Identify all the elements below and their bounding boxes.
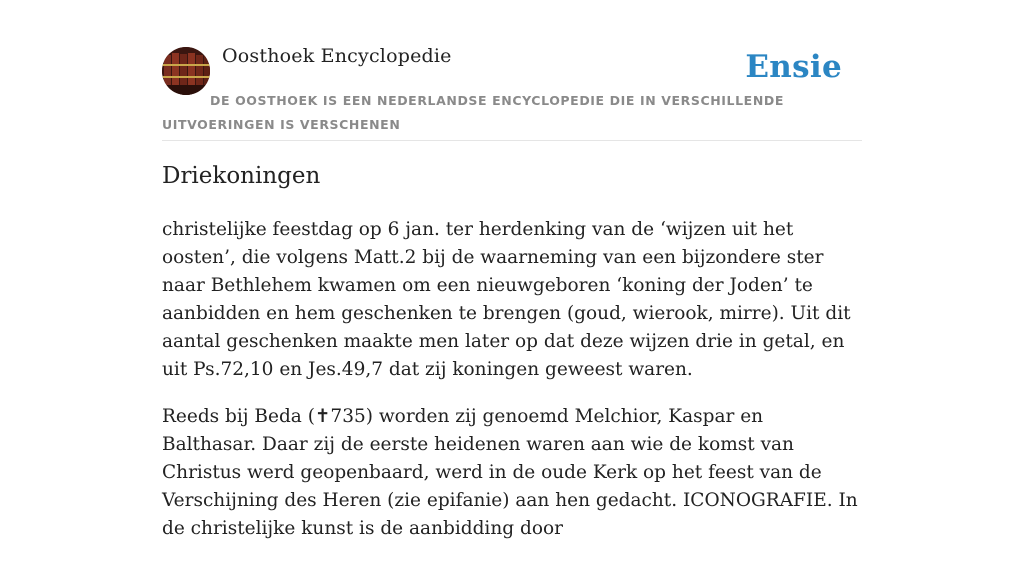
site-title[interactable]: Oosthoek Encyclopedie bbox=[222, 45, 452, 67]
encyclopedia-books-icon[interactable] bbox=[162, 47, 210, 95]
brand-logo[interactable]: Ensie bbox=[745, 49, 842, 85]
article-body bbox=[162, 216, 862, 562]
site-header bbox=[162, 0, 862, 141]
site-tagline: DE OOSTHOEK IS EEN NEDERLANDSE ENCYCLOPEDIE DIE IN VERSCHILLENDE UITVOERINGEN IS VERSCHENEN bbox=[162, 93, 784, 132]
article-paragraph: Reeds bij Beda (✝735) worden zij genoemd Melchior, Kaspar en Balthasar. Daar zij de eerste heidenen waren aan wie de komst van Christus werd geopenbaard, werd in de oude Kerk op het feest van de Verschijning des Heren (zie epifanie) aan hen gedacht. ICONOGRAFIE. In de christelijke kunst is de aanbidding door bbox=[162, 406, 858, 539]
article-title: Driekoningen bbox=[162, 163, 321, 189]
article-paragraph: christelijke feestdag op 6 jan. ter herdenking van de ‘wijzen uit het oosten’, die volgens Matt.2 bij de waarneming van een bijzondere ster naar Bethlehem kwamen om een nieuwgeboren ‘koning der Joden’ te aanbidden en hem geschenken te brengen (goud, wierook, mirre). Uit dit aantal geschenken maakte men later op dat deze wijzen drie in getal, en uit Ps.72,10 en Jes.49,7 dat zij koningen geweest waren. bbox=[162, 219, 851, 380]
page bbox=[162, 0, 862, 539]
